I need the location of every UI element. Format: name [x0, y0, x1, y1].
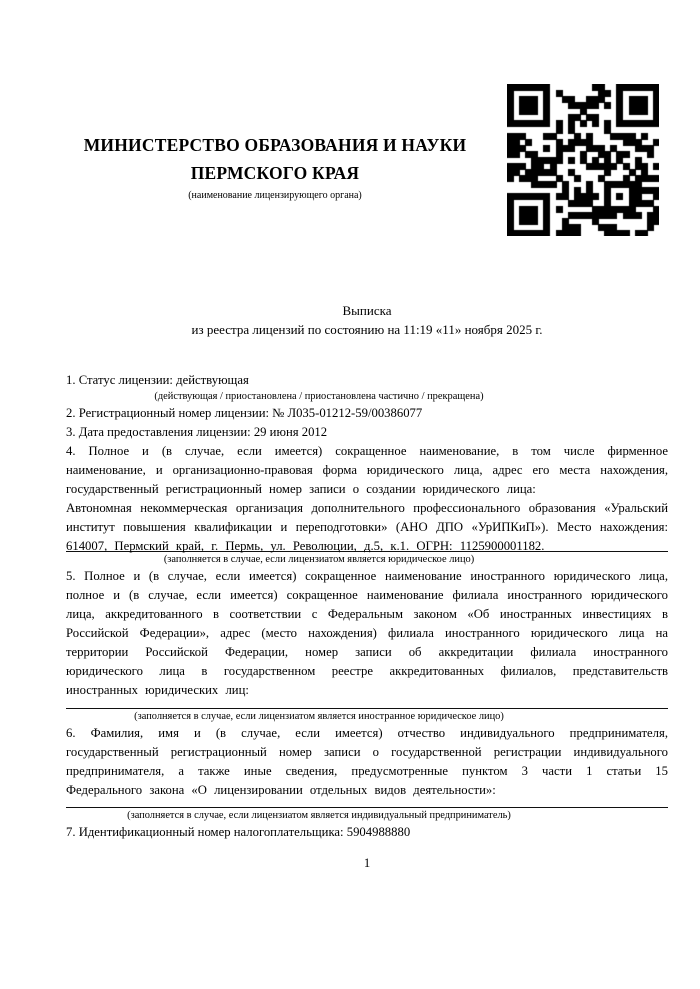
item-4-answer: Автономная некоммерческая организация дополнительного профессионального образования «Уральский институт повышения квалификации и переподготовки» (АНО ДПО «УрИПКиП»). Место нахождения: 614007, Пермский край, г. Пермь, ул. Революции, д.5, к.1. ОГРН: 1125900001182. — [66, 501, 668, 553]
item-6-caption: (заполняется в случае, если лицензиатом является индивидуальный предприниматель) — [127, 810, 511, 821]
item-4-caption: (заполняется в случае, если лицензиатом является юридическое лицо) — [163, 554, 475, 565]
item-4-question: 4. Полное и (в случае, если имеется) сокращенное наименование, в том числе фирменное наименование, и организационно-правовая форма юридического лица, адрес его места нахождения, государственный регистрационный номер записи о создании юридического лица: — [66, 444, 668, 496]
item-1-caption: (действующая / приостановлена / приостановлена частично / прекращена) — [154, 391, 484, 402]
qr-code — [507, 84, 659, 236]
item-5-question: 5. Полное и (в случае, если имеется) сокращенное наименование иностранного юридического лица, полное и (в случае, если имеется) сокращенное наименование филиала иностранного юридического лица, аккредитованного в соответствии с Федеральным законом «Об иностранных инвестициях в Российской Федерации», адрес (место нахождения) филиала иностранного юридического лица на территории Российской Федерации, номер записи об аккредитации филиала иностранного юридического лица в государственном реестре аккредитованных филиалов, представительств иностранных юридических лиц: — [66, 569, 668, 697]
licensing-authority-header — [66, 131, 484, 202]
item-2-registration-number: 2. Регистрационный номер лицензии: № Л035-01212-59/00386077 — [66, 406, 423, 420]
ministry-name-line1: МИНИСТЕРСТВО ОБРАЗОВАНИЯ И НАУКИ — [83, 135, 467, 155]
item-5-caption: (заполняется в случае, если лицензиатом является иностранное юридическое лицо) — [134, 711, 504, 722]
item-5-field-line — [66, 708, 668, 709]
ministry-caption: (наименование лицензирующего органа) — [188, 190, 362, 201]
item-1-license-status: 1. Статус лицензии: действующая — [66, 373, 249, 387]
document-title-block — [66, 301, 668, 339]
document-body — [66, 371, 668, 873]
document-subtitle: из реестра лицензий по состоянию на 11:19 «11» ноября 2025 г. — [191, 322, 543, 337]
page-number: 1 — [363, 856, 371, 870]
item-3-grant-date: 3. Дата предоставления лицензии: 29 июня 2012 — [66, 425, 328, 439]
item-6-question: 6. Фамилия, имя и (в случае, если имеется) отчество индивидуального предпринимателя, государственный регистрационный номер записи о государственной регистрации индивидуального предпринимателя, а также иные сведения, предусмотренные пунктом 3 части 1 статьи 15 Федерального закона «О лицензировании отдельных видов деятельности»: — [66, 726, 668, 797]
document-title: Выписка — [342, 303, 392, 318]
ministry-name-line2: ПЕРМСКОГО КРАЯ — [190, 163, 360, 183]
item-7-taxpayer-number: 7. Идентификационный номер налогоплательщика: 5904988880 — [66, 825, 411, 839]
item-6-field-line — [66, 807, 668, 808]
